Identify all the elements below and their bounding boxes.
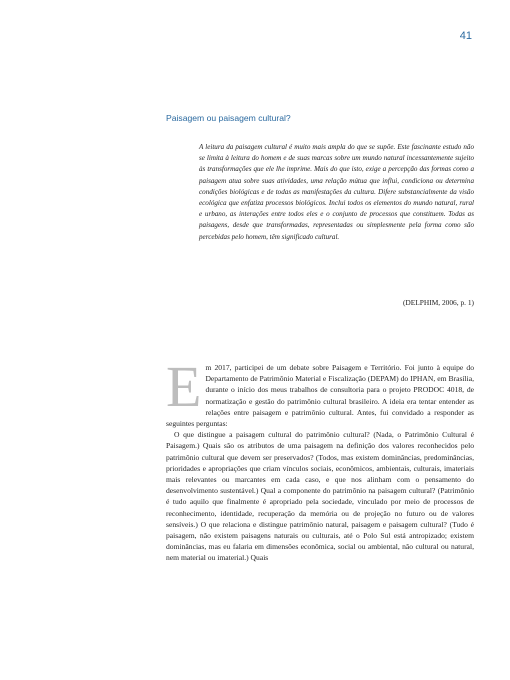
body-paragraph-2: O que distingue a paisagem cultural do patrimônio cultural? (Nada, o Patrimônio Cultural é Paisagem.) Quais são os atributos de uma paisagem na definição dos valores reconhecidos pelo patrimônio cultural que devem ser preservados? (Todos, mas existem dominâncias, predominâncias, prioridades e apropriações que criam vínculos sociais, econômicos, ambientais, culturais, imateriais mais relevantes ou marcantes em cada caso, e que nos alinham com o pensamento do desenvolvimento sustentável.) Qual a componente do patrimônio na paisagem cultural? (Patrimônio é tudo aquilo que finalmente é apropriado pela sociedade, vinculado por meio de processos de reconhecimento, identidade, recuperação da memória ou de projeção no futuro ou de valores sensíveis.) O que relaciona e distingue patrimônio natural, paisagem e paisagem cultural? (Tudo é paisagem, não existem paisagens naturais ou culturais, até o Polo Sul está antropizado; existem dominâncias, mas eu falaria em dimensões econômica, social ou ambiental, não cultural ou natural, nem material ou imaterial.) Quais bbox=[166, 430, 474, 563]
epigraph-citation: (DELPHIM, 2006, p. 1) bbox=[402, 298, 474, 307]
page-number: 41 bbox=[459, 30, 472, 42]
section-title: Paisagem ou paisagem cultural? bbox=[166, 113, 291, 123]
body-text bbox=[166, 354, 474, 564]
paragraph-1-text: m 2017, participei de um debate sobre Paisagem e Território. Foi junto à equipe do Departamento de Patrimônio Material e Fiscalização (DEPAM) do IPHAN, em Brasília, durante o início dos meus trabalhos de consultoria para o projeto PRODOC 4018, de normatização e gestão do patrimônio cultural brasileiro. A ideia era tentar entender as relações entre paisagem e patrimônio cultural. Antes, fui convidado a responder as seguintes perguntas: bbox=[166, 363, 474, 429]
drop-cap: E bbox=[166, 354, 202, 419]
epigraph-quote: A leitura da paisagem cultural é muito mais ampla do que se supõe. Este fascinante estudo não se limita à leitura do homem e de suas marcas sobre um mundo natural incessantemente sujeito às transformações que ele lhe imprime. Mais do que isto, exige a percepção das formas como a paisagem atua sobre suas atividades, uma relação mútua que influi, condiciona ou determina condições biológicas e de todas as manifestações da cultura. Difere substancialmente da visão ecológica que enfatiza processos biológicos. Inclui todos os elementos do mundo natural, rural e urbano, as interações entre todos eles e o conjunto de processos que constituem. Todas as paisagens, desde que transformadas, representadas ou simplesmente pela forma como são percebidas pelo homem, têm significado cultural. bbox=[199, 143, 474, 241]
body-paragraph-1 bbox=[166, 354, 474, 429]
